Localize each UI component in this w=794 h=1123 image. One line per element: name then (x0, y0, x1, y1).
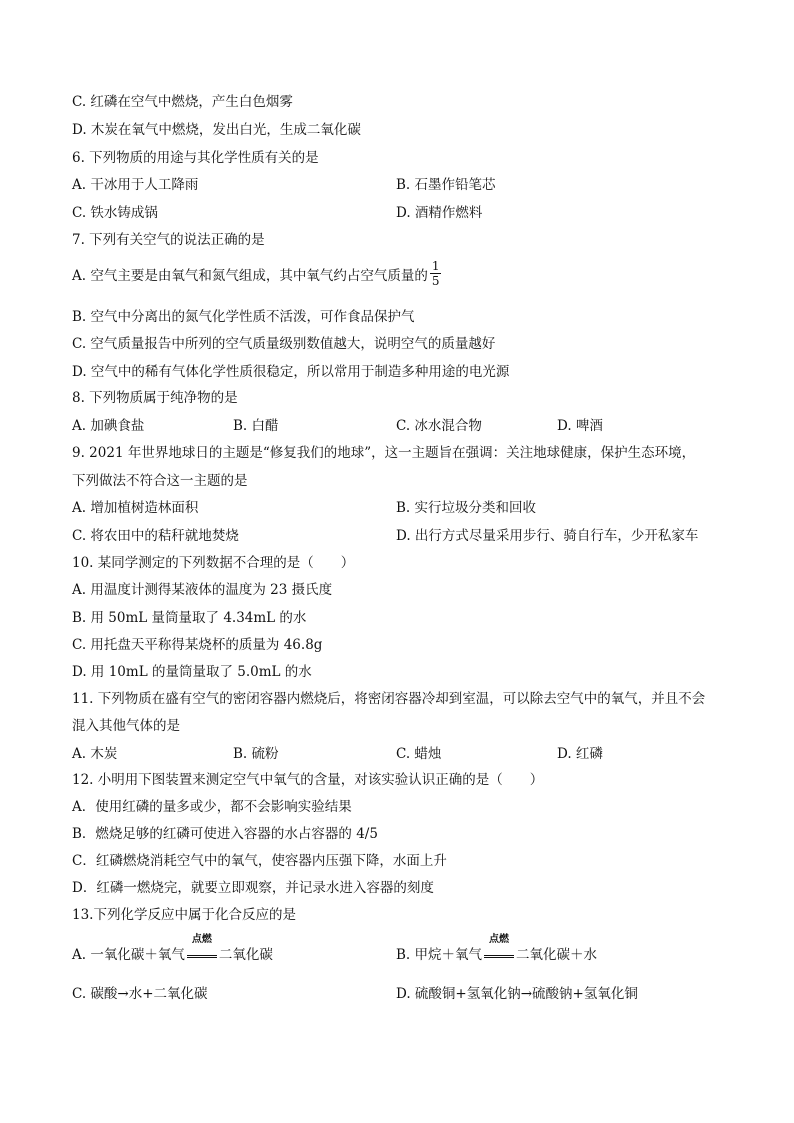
fraction-denominator: 5 (431, 274, 440, 288)
option-a (72, 934, 273, 964)
option-c: C. 铁水铸成锅 (72, 205, 158, 221)
question-9-continued: 下列做法不符合这一主题的是 (72, 473, 248, 489)
question-11-continued: 混入其他气体的是 (72, 718, 180, 734)
question-12: 12. 小明用下图装置来测定空气中氧气的含量，对该实验认识正确的是（ ） (72, 772, 544, 788)
option-d: D. 硫酸铜+氢氧化钠→硫酸钠+氢氧化铜 (396, 986, 638, 1002)
question-11: 11. 下列物质在盛有空气的密闭容器内燃烧后，将密闭容器冷却到室温，可以除去空气中的氧气，并且不会 (72, 691, 706, 707)
reactants: B. 甲烷＋氧气 (396, 947, 483, 963)
products: 二氧化碳＋水 (516, 947, 598, 963)
question-13: 13.下列化学反应中属于化合反应的是 (72, 907, 296, 923)
option-d: D．红磷一燃烧完，就要立即观察，并记录水进入容器的刻度 (72, 880, 434, 896)
option-b: B. 实行垃圾分类和回收 (396, 500, 537, 516)
option-d: D. 用 10mL 的量筒量取了 5.0mL 的水 (72, 664, 312, 680)
option-b: B. 硫粉 (233, 746, 279, 762)
option-d: D. 出行方式尽量采用步行、骑自行车，少开私家车 (396, 528, 699, 544)
fraction-numerator: 1 (431, 259, 440, 273)
option-d: D. 红磷 (557, 746, 603, 762)
option-c: C．红磷燃烧消耗空气中的氧气，使容器内压强下降，水面上升 (72, 853, 447, 869)
question-9: 9. 2021 年世界地球日的主题是“修复我们的地球”，这一主题旨在强调：关注地球健康，保护生态环境， (72, 445, 696, 461)
option-b: B．燃烧足够的红磷可使进入容器的水占容器的 4/5 (72, 826, 378, 842)
option-c: C. 用托盘天平称得某烧杯的质量为 46.8g (72, 637, 323, 653)
option-d: D. 啤酒 (557, 418, 603, 434)
option-b (396, 934, 598, 964)
option-b: B. 石墨作铅笔芯 (396, 177, 496, 193)
fraction (430, 259, 442, 288)
option-c: C. 碳酸→水+二氧化碳 (72, 986, 208, 1002)
option-a: A. 木炭 (72, 746, 118, 762)
option-a: A. 增加植树造林面积 (72, 500, 199, 516)
reaction-condition-arrow (482, 934, 516, 964)
option-a: A. 用温度计测得某液体的温度为 23 摄氏度 (72, 582, 333, 598)
reactants: A. 一氧化碳＋氧气 (72, 947, 185, 963)
condition-label: 点燃 (191, 934, 212, 945)
question-8: 8. 下列物质属于纯净物的是 (72, 390, 238, 406)
question-10: 10. 某同学测定的下列数据不合理的是（ ） (72, 555, 355, 571)
question-6: 6. 下列物质的用途与其化学性质有关的是 (72, 150, 319, 166)
question-7: 7. 下列有关空气的说法正确的是 (72, 232, 265, 248)
option-a: A. 干冰用于人工降雨 (72, 177, 199, 193)
option-a-text: A. 空气主要是由氧气和氮气组成，其中氧气约占空气质量的 (72, 268, 428, 284)
option-b: B. 空气中分离出的氮气化学性质不活泼，可作食品保护气 (72, 309, 415, 325)
option-c: C. 蜡烛 (396, 746, 442, 762)
option-line: C. 红磷在空气中燃烧，产生白色烟雾 (72, 94, 293, 110)
option-c: C. 冰水混合物 (396, 418, 482, 434)
option-c: C. 将农田中的秸秆就地焚烧 (72, 528, 239, 544)
option-a (72, 259, 441, 291)
option-d: D. 空气中的稀有气体化学性质很稳定，所以常用于制造多种用途的电光源 (72, 364, 510, 380)
option-c: C. 空气质量报告中所列的空气质量级别数值越大，说明空气的质量越好 (72, 336, 496, 352)
option-a: A. 加碘食盐 (72, 418, 145, 434)
option-b: B. 白醋 (233, 418, 279, 434)
option-b: B. 用 50mL 量筒量取了 4.34mL 的水 (72, 610, 307, 626)
option-d: D. 酒精作燃料 (396, 205, 483, 221)
condition-label: 点燃 (489, 934, 510, 945)
option-line: D. 木炭在氧气中燃烧，发出白光，生成二氧化碳 (72, 122, 361, 138)
reaction-condition-arrow (185, 934, 219, 964)
products: 二氧化碳 (218, 947, 273, 963)
option-a: A．使用红磷的量多或少，都不会影响实验结果 (72, 799, 352, 815)
